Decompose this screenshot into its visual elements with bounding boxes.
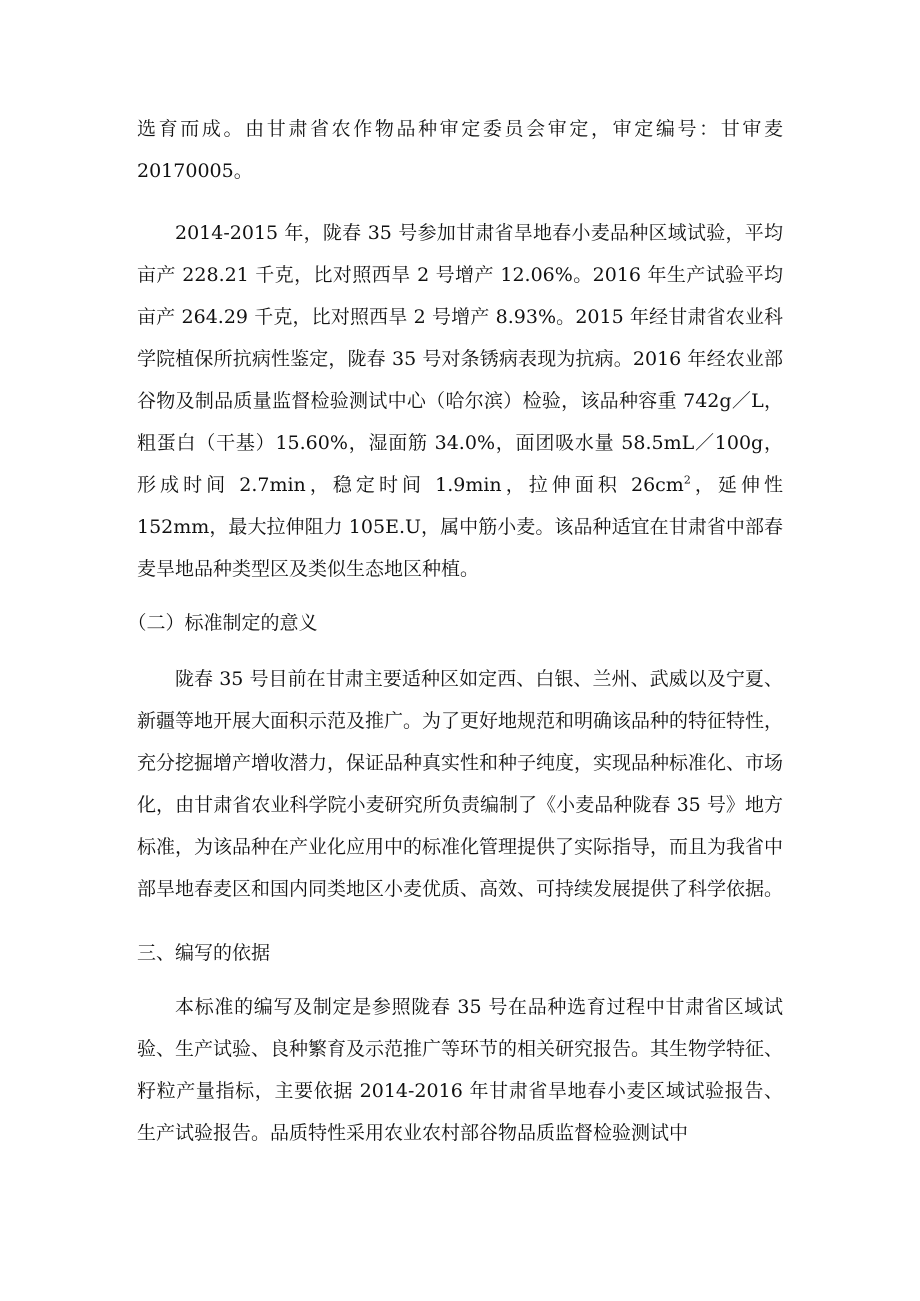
heading-basis: 三、编写的依据 bbox=[137, 942, 271, 964]
subheading-standard-significance: （二）标准制定的意义 bbox=[127, 612, 318, 634]
paragraph-trial-results-text-b: ，延伸性 152mm，最大拉伸阻力 105E.U，属中筋小麦。该品种适宜在甘肃省中部春麦旱地品种类型区及类似生态地区种植。 bbox=[137, 474, 783, 580]
document-body bbox=[127, 108, 784, 1154]
paragraph-basis: 本标准的编写及制定是参照陇春 35 号在品种选育过程中甘肃省区域试验、生产试验、良种繁育及示范推广等环节的相关研究报告。其生物学特征、籽粒产量指标，主要依据 2014-2016 年甘肃省旱地春小麦区域试验报告、生产试验报告。品质特性采用农业农村部谷物品质监督检验测试中 bbox=[137, 996, 784, 1144]
paragraph-significance: 陇春 35 号目前在甘肃主要适种区如定西、白银、兰州、武威以及宁夏、新疆等地开展大面积示范及推广。为了更好地规范和明确该品种的特征特性，充分挖掘增产增收潜力，保证品种真实性和种子纯度，实现品种标准化、市场化，由甘肃省农业科学院小麦研究所负责编制了《小麦品种陇春 35 号》地方标准，为该品种在产业化应用中的标准化管理提供了实际指导，而且为我省中部旱地春麦区和国内同类地区小麦优质、高效、可持续发展提供了科学依据。 bbox=[137, 668, 784, 900]
paragraph-trial-results-text-a: 2014-2015 年，陇春 35 号参加甘肃省旱地春小麦品种区域试验，平均亩产 228.21 千克，比对照西旱 2 号增产 12.06%。2016 年生产试验平均亩产 264.29 千克，比对照西旱 2 号增产 8.93%。2015 年经甘肃省农业科学院植保所抗病性鉴定，陇春 35 号对条锈病表现为抗病。2016 年经农业部谷物及制品质量监督检验测试中心（哈尔滨）检验，该品种容重 742g／L，粗蛋白（干基）15.60%，湿面筋 34.0%，面团吸水量 58.5mL／100g，形成时间 2.7min，稳定时间 1.9min，拉伸面积 26cm bbox=[137, 222, 783, 496]
paragraph-trial-results bbox=[137, 212, 783, 590]
paragraph-continuation: 选育而成。由甘肃省农作物品种审定委员会审定，审定编号：甘审麦20170005。 bbox=[137, 118, 783, 182]
superscript-two: 2 bbox=[683, 473, 691, 487]
